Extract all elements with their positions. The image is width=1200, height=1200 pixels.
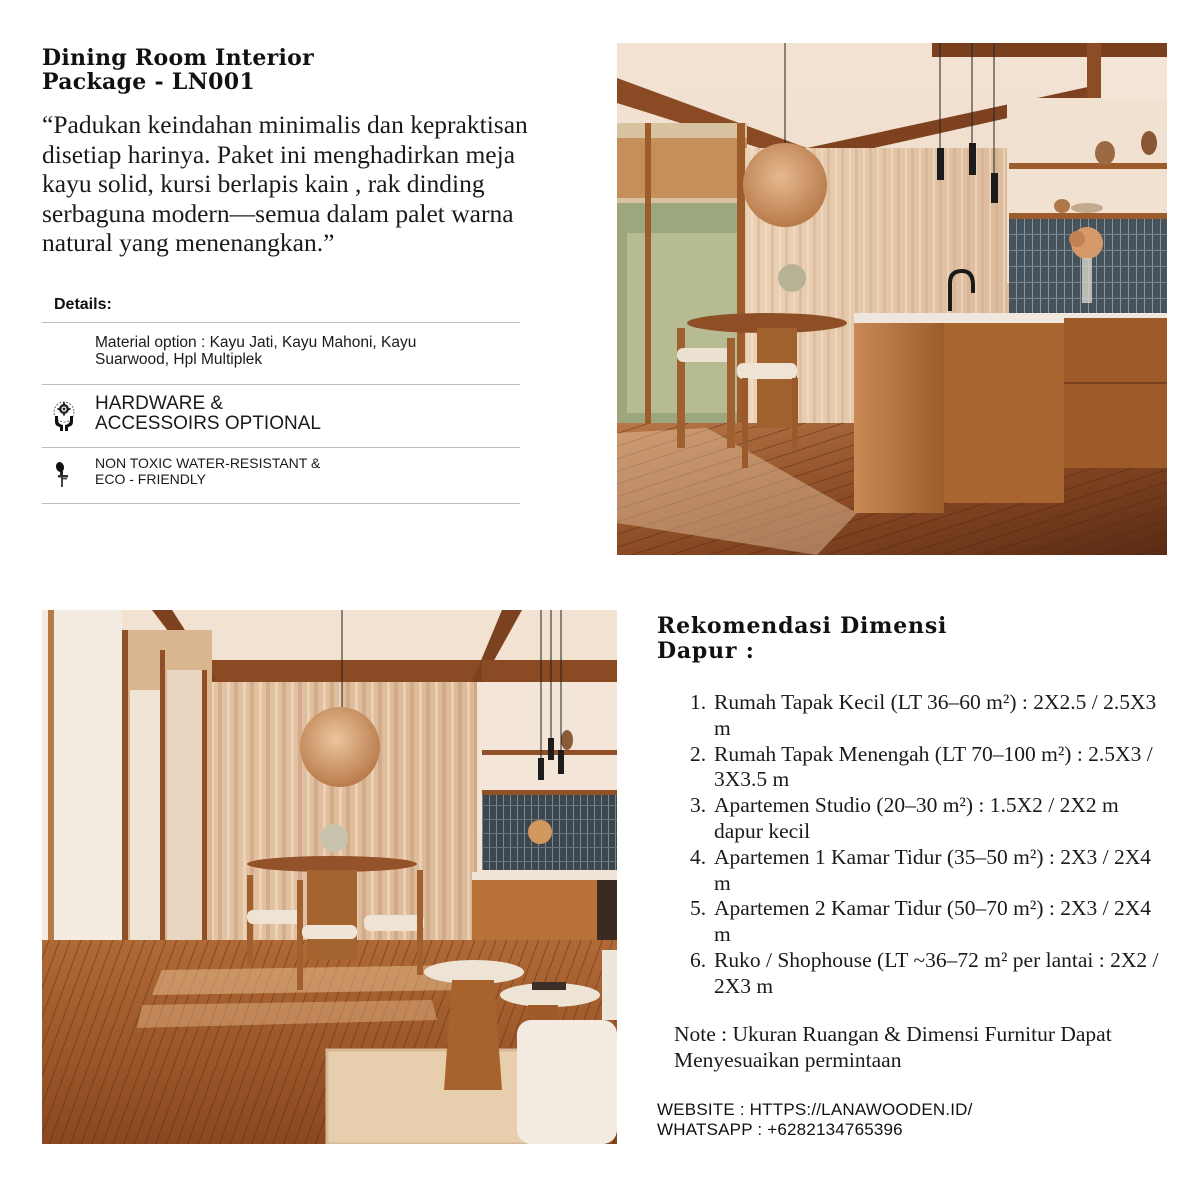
recommendation-title-line1: Rekomendasi Dimensi xyxy=(657,613,948,639)
item-number: 6. xyxy=(690,947,707,972)
website-link[interactable]: WEBSITE : HTTPS://LANAWOODEN.ID/ xyxy=(657,1100,973,1119)
product-title xyxy=(42,46,462,94)
item-text: Rumah Tapak Menengah (LT 70–100 m²) : 2.5X3 / 3X3.5 m xyxy=(714,741,1153,792)
recommendation-item xyxy=(690,690,1160,742)
dining-living-photo xyxy=(42,610,617,1144)
detail-item-hardware xyxy=(42,385,520,447)
item-text: Rumah Tapak Kecil (LT 36–60 m²) : 2X2.5 / 2.5X3 m xyxy=(714,690,1157,740)
gear-in-hands-icon xyxy=(52,401,76,438)
item-text: Apartemen 2 Kamar Tidur (50–70 m²) : 2X3 / 2X4 m xyxy=(714,896,1151,947)
recommendation-title xyxy=(657,614,1077,664)
whatsapp-number[interactable]: WHATSAPP : +6282134765396 xyxy=(657,1120,903,1139)
product-title-line1: Dining Room Interior xyxy=(42,45,315,71)
product-title-line2: Package - LN001 xyxy=(42,69,255,95)
recommendation-item xyxy=(690,742,1160,794)
spray-gun-icon xyxy=(54,461,70,494)
item-number: 2. xyxy=(690,741,707,766)
recommendation-title-line2: Dapur : xyxy=(657,638,755,664)
product-description: “Padukan keindahan minimalis dan kepraktisan disetiap harinya. Paket ini menghadirkan meja kayu solid, kursi berlapis kain , rak dinding serbaguna modern—semua dalam palet warna natural yang menenangkan.” xyxy=(42,110,528,257)
contact-info xyxy=(657,1100,1177,1140)
detail-hardware-line2: ACCESSOIRS OPTIONAL xyxy=(95,413,321,434)
item-number: 3. xyxy=(690,793,707,818)
detail-finish-line1: NON TOXIC WATER-RESISTANT & xyxy=(95,455,321,471)
details-heading: Details: xyxy=(54,296,112,313)
size-note: Note : Ukuran Ruangan & Dimensi Furnitur Dapat Menyesuaikan permintaan xyxy=(674,1022,1112,1072)
item-number: 4. xyxy=(690,844,707,869)
item-text: Ruko / Shophouse (LT ~36–72 m² per lantai : 2X2 / 2X3 m xyxy=(714,947,1159,998)
detail-item-finish xyxy=(42,448,520,504)
detail-material-line1: Material option : Kayu Jati, Kayu Mahoni, Kayu xyxy=(95,334,417,351)
item-text: Apartemen 1 Kamar Tidur (35–50 m²) : 2X3 / 2X4 m xyxy=(714,844,1151,895)
item-text: Apartemen Studio (20–30 m²) : 1.5X2 / 2X2 m dapur kecil xyxy=(714,793,1119,843)
recommendation-list xyxy=(690,690,1160,1000)
recommendation-item xyxy=(690,896,1160,948)
detail-item-material xyxy=(42,323,520,384)
recommendation-item xyxy=(690,845,1160,897)
detail-finish-line2: ECO - FRIENDLY xyxy=(95,471,206,487)
divider xyxy=(42,503,520,504)
detail-material-line2: Suarwood, Hpl Multiplek xyxy=(95,351,263,368)
item-number: 5. xyxy=(690,896,707,921)
recommendation-item xyxy=(690,793,1160,845)
kitchen-dining-photo xyxy=(617,43,1167,555)
recommendation-item xyxy=(690,948,1160,1000)
item-number: 1. xyxy=(690,690,707,714)
detail-hardware-line1: HARDWARE & xyxy=(95,393,224,414)
